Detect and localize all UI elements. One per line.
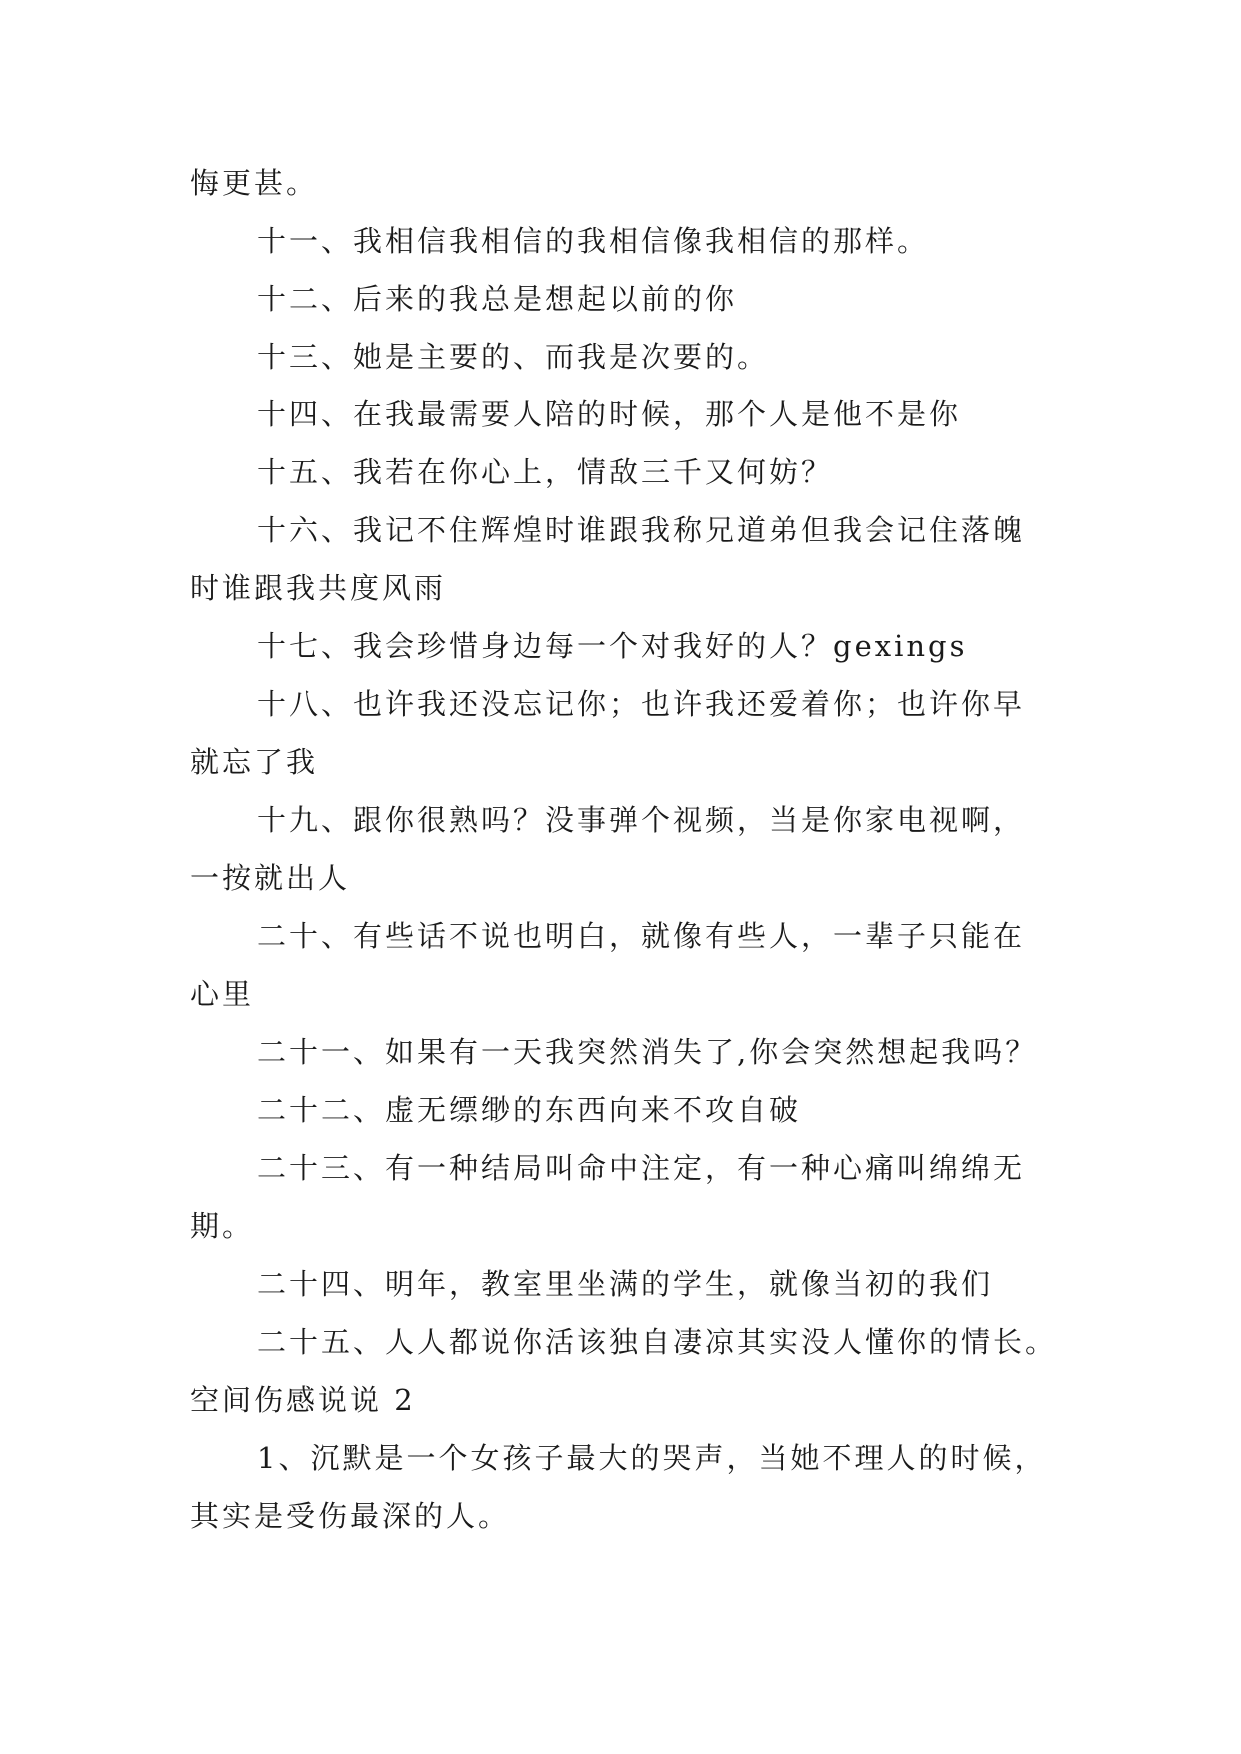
- text-line: 十九、跟你很熟吗？没事弹个视频，当是你家电视啊，: [257, 803, 1026, 837]
- text-line: 心里: [190, 977, 255, 1011]
- text-line: 二十、有些话不说也明白，就像有些人，一辈子只能在: [257, 919, 1026, 953]
- text-line: 二十二、虚无缥缈的东西向来不攻自破: [257, 1093, 802, 1127]
- text-line: 十四、在我最需要人陪的时候，那个人是他不是你: [257, 397, 962, 431]
- text-line: 十一、我相信我相信的我相信像我相信的那样。: [257, 224, 930, 258]
- text-line: 一按就出人: [190, 861, 351, 895]
- text-line: 十八、也许我还没忘记你；也许我还爱着你；也许你早: [257, 687, 1026, 721]
- text-line: 二十五、人人都说你活该独自凄凉其实没人懂你的情长。: [257, 1325, 1058, 1359]
- text-line: 二十三、有一种结局叫命中注定，有一种心痛叫绵绵无: [257, 1151, 1026, 1185]
- text-line: 十六、我记不住辉煌时谁跟我称兄道弟但我会记住落魄: [257, 513, 1026, 547]
- text-line: 悔更甚。: [190, 166, 319, 200]
- text-line: 二十四、明年，教室里坐满的学生，就像当初的我们: [257, 1267, 994, 1301]
- section-heading: 空间伤感说说 2: [190, 1383, 416, 1417]
- text-line: 期。: [190, 1209, 255, 1243]
- text-line: 1、沉默是一个女孩子最大的哭声，当她不理人的时候，: [257, 1441, 1047, 1475]
- text-line: 二十一、如果有一天我突然消失了,你会突然想起我吗？: [257, 1035, 1038, 1069]
- text-line: 十七、我会珍惜身边每一个对我好的人？gexings: [257, 629, 968, 663]
- text-line: 时谁跟我共度风雨: [190, 571, 447, 605]
- text-line: 就忘了我: [190, 745, 319, 779]
- text-line: 十三、她是主要的、而我是次要的。: [257, 340, 770, 374]
- text-line: 十五、我若在你心上，情敌三千又何妨？: [257, 455, 834, 489]
- text-line: 其实是受伤最深的人。: [190, 1499, 511, 1533]
- text-line: 十二、后来的我总是想起以前的你: [257, 282, 738, 316]
